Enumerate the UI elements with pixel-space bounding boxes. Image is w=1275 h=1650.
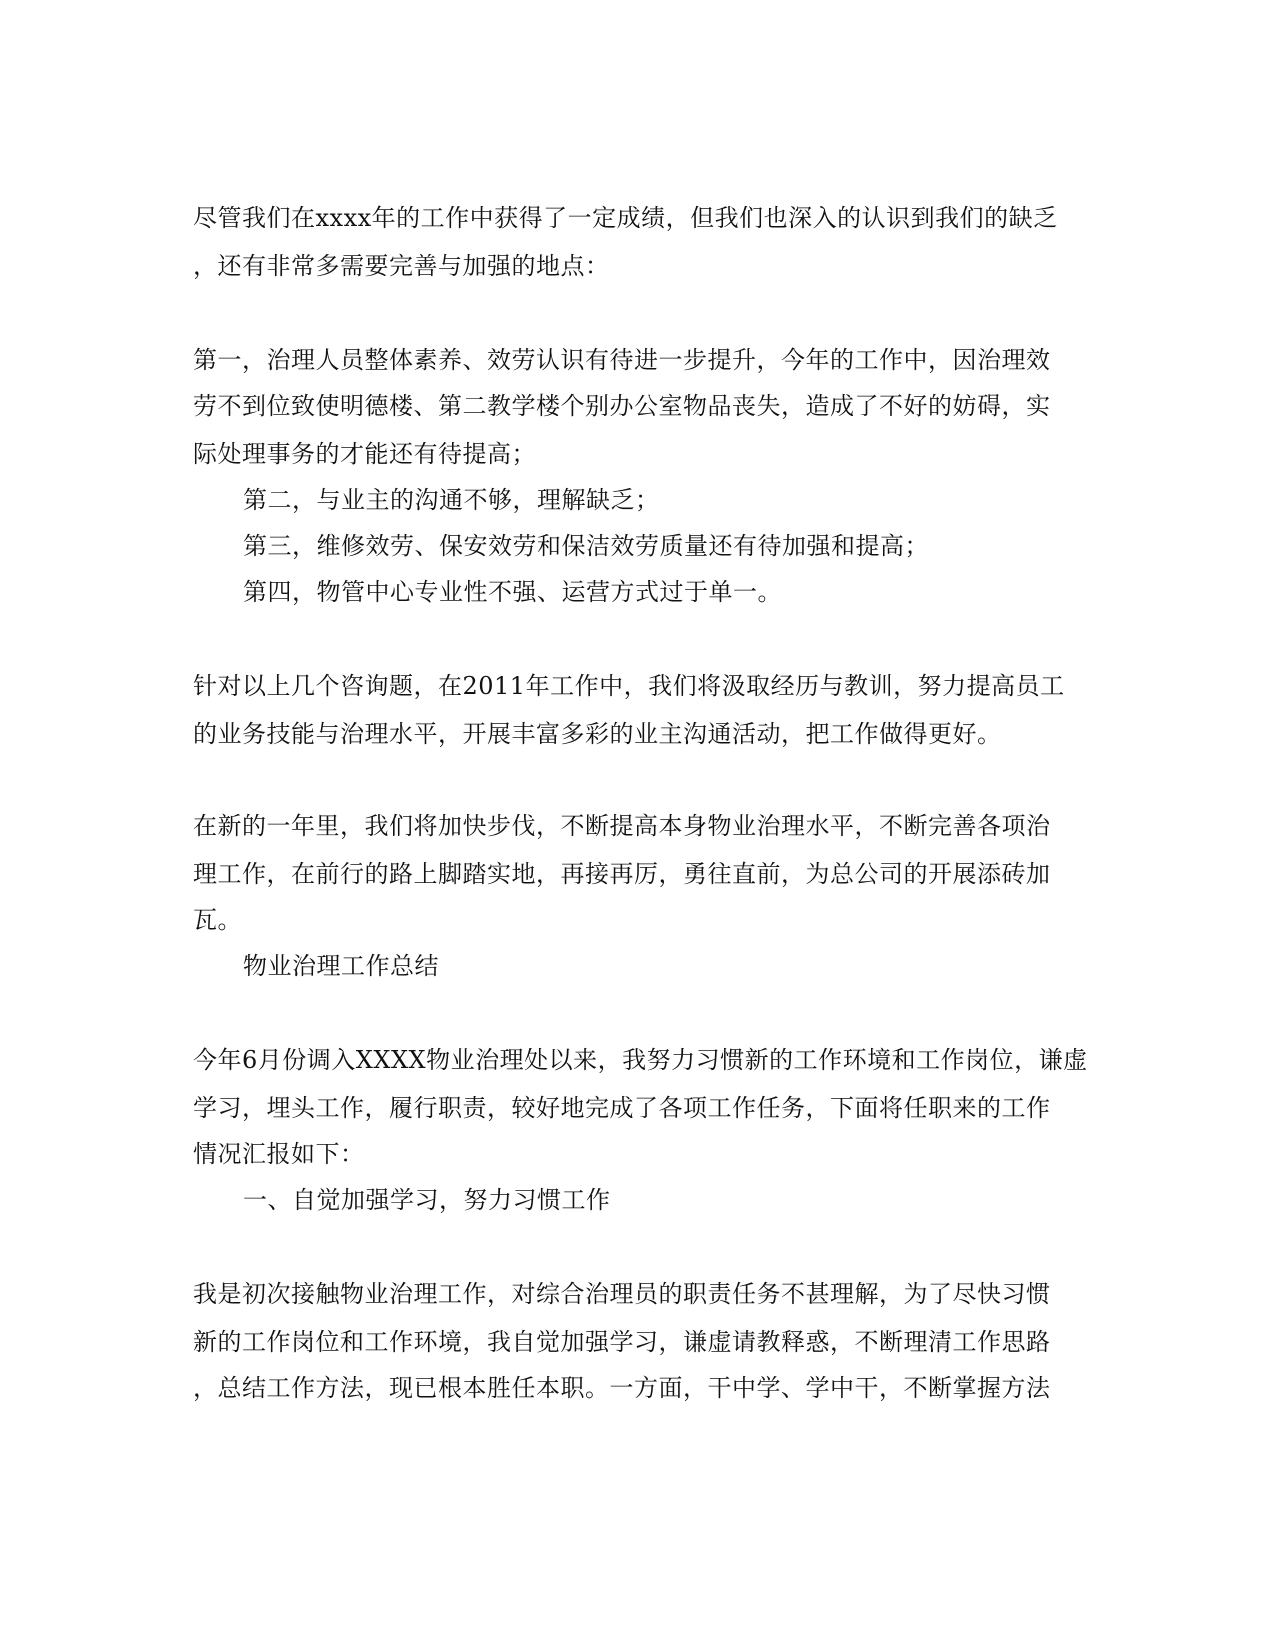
text-line: ，还有非常多需要完善与加强的地点：	[193, 252, 610, 280]
text-line: 针对以上几个咨询题，在2011年工作中，我们将汲取经历与教训，努力提高员工	[193, 672, 1065, 700]
text-line: 第四，物管中心专业性不强、运营方式过于单一。	[243, 578, 782, 606]
text-line: 第一，治理人员整体素养、效劳认识有待进一步提升，今年的工作中，因治理效	[193, 346, 1051, 374]
text-line: 新的工作岗位和工作环境，我自觉加强学习，谦虚请教释惑，不断理清工作思路	[193, 1328, 1051, 1356]
section-title: 物业治理工作总结	[243, 952, 439, 980]
text-line: ，总结工作方法，现已根本胜任本职。一方面，干中学、学中干，不断掌握方法	[193, 1374, 1051, 1402]
text-line: 尽管我们在xxxx年的工作中获得了一定成绩，但我们也深入的认识到我们的缺乏	[193, 204, 1058, 232]
text-line: 劳不到位致使明德楼、第二教学楼个别办公室物品丧失，造成了不好的妨碍，实	[193, 392, 1051, 420]
text-line: 第三，维修效劳、保安效劳和保洁效劳质量还有待加强和提高；	[243, 532, 929, 560]
text-line: 今年6月份调入XXXX物业治理处以来，我努力习惯新的工作环境和工作岗位，谦虚	[193, 1046, 1088, 1074]
text-line: 在新的一年里，我们将加快步伐，不断提高本身物业治理水平，不断完善各项治	[193, 812, 1051, 840]
text-line: 第二，与业主的沟通不够，理解缺乏；	[243, 486, 660, 514]
text-line: 情况汇报如下：	[193, 1140, 365, 1168]
text-line: 我是初次接触物业治理工作，对综合治理员的职责任务不甚理解，为了尽快习惯	[193, 1280, 1051, 1308]
section-heading: 一、自觉加强学习，努力习惯工作	[243, 1186, 611, 1214]
text-line: 学习，埋头工作，履行职责，较好地完成了各项工作任务，下面将任职来的工作	[193, 1094, 1051, 1122]
text-line: 际处理事务的才能还有待提高；	[193, 440, 536, 468]
text-line: 理工作，在前行的路上脚踏实地，再接再厉，勇往直前，为总公司的开展添砖加	[193, 860, 1051, 888]
text-line: 的业务技能与治理水平，开展丰富多彩的业主沟通活动，把工作做得更好。	[193, 720, 1002, 748]
text-line: 瓦。	[193, 906, 242, 934]
